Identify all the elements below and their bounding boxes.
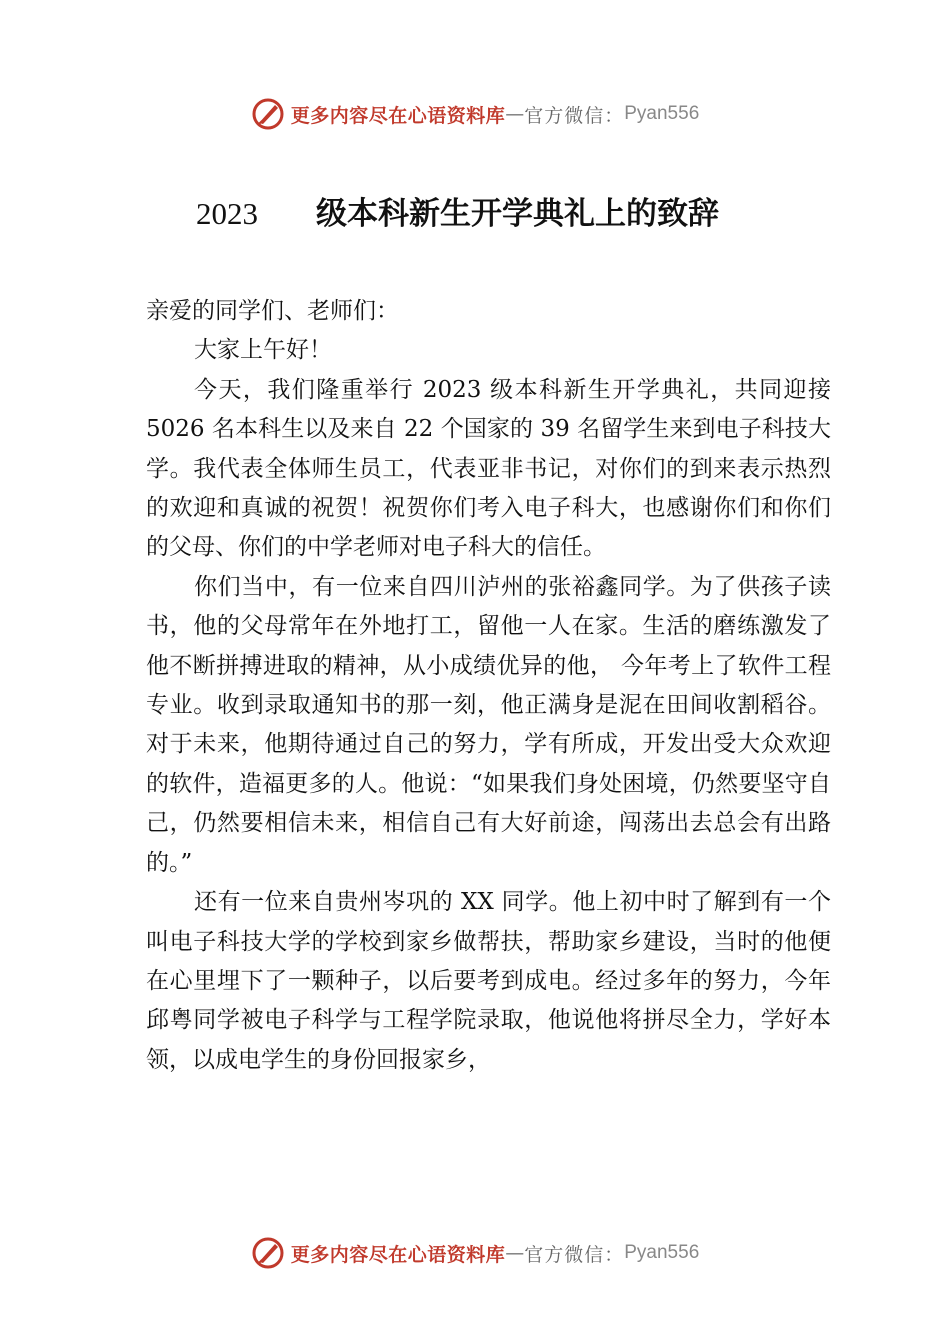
paragraph: 你们当中，有一位来自四川泸州的张裕鑫同学。为了供孩子读书，他的父母常年在外地打工，留他一人在家。生活的磨练激发了他不断拼搏进取的精神，从小成绩优异的他， 今年考上了软件工程专业。收到录取通知书的那一刻，他正满身是泥在田间收割稻谷。对于未来，他期待通过自己的努力，学有所成，开发出受大众欢迎的软件，造福更多的人。他说：“如果我们身处困境，仍然要坚守自己，仍然要相信未来，相信自己有大好前途，闯荡出去总会有出路的。” <box>146 573 831 876</box>
banner-wechat-id: Pyan556 <box>624 103 700 124</box>
banner-separator: — <box>505 103 525 125</box>
quill-pen-logo-icon <box>251 1236 285 1270</box>
paragraph: 还有一位来自贵州岑巩的 XX 同学。他上初中时了解到有一个叫电子科技大学的学校到家乡做帮扶，帮助家乡建设，当时的他便在心里埋下了一颗种子，以后要考到成电。经过多年的努力，今年邱粤同学被电子科学与工程学院录取，他说他将拼尽全力，学好本领，以成电学生的身份回报家乡， <box>146 889 831 1073</box>
salutation: 亲爱的同学们、老师们： <box>146 298 399 324</box>
banner-separator: — <box>505 1242 525 1264</box>
banner-wechat-label: 官方微信： <box>524 1243 625 1266</box>
banner-wechat-id: Pyan556 <box>624 1242 700 1263</box>
title-text: 级本科新生开学典礼上的致辞 <box>316 196 719 232</box>
banner-text: 更多内容尽在心语资料库 <box>290 1243 506 1266</box>
document-title <box>196 188 816 233</box>
document-body <box>146 292 831 1080</box>
banner-wechat-label: 官方微信： <box>524 104 625 127</box>
paragraph: 今天，我们隆重举行 2023 级本科新生开学典礼，共同迎接 5026 名本科生以及来自 22 个国家的 39 名留学生来到电子科技大学。我代表全体师生员工，代表亚非书记，对你们的到来表示热烈的欢迎和真诚的祝贺！祝贺你们考入电子科大，也感谢你们和你们的父母、你们的中学老师对电子科大的信任。 <box>146 376 831 561</box>
greeting: 大家上午好！ <box>194 337 332 364</box>
title-year: 2023 <box>196 196 258 231</box>
quill-pen-logo-icon <box>251 97 285 131</box>
banner-text: 更多内容尽在心语资料库 <box>290 104 506 127</box>
footer-banner <box>0 1233 950 1273</box>
header-banner <box>0 94 950 134</box>
